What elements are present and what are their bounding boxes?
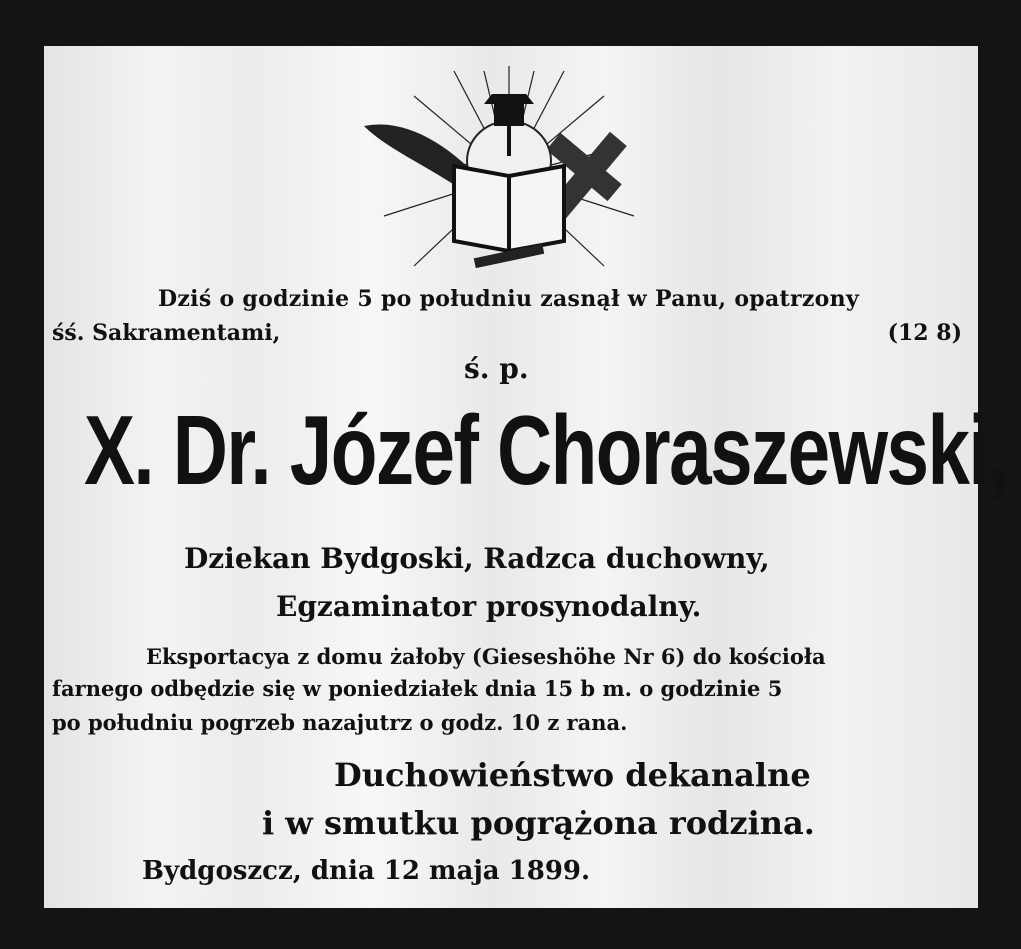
obituary-notice xyxy=(44,46,1008,908)
signature-line-2: i w smutku pogrążona rodzina. xyxy=(262,804,815,842)
title-line-1: Dziekan Bydgoski, Radzca duchowny, xyxy=(184,542,770,575)
title-line-2: Egzaminator prosynodalny. xyxy=(276,590,702,623)
intro-line-cont: śś. Sakramentami, xyxy=(52,320,281,346)
funeral-info-line-2: farnego odbędzie się w poniedziałek dnia 15 b m. o godzinie 5 xyxy=(52,676,783,701)
date-line: Bydgoszcz, dnia 12 maja 1899. xyxy=(142,856,591,886)
deceased-name: X. Dr. Józef Choraszewski, xyxy=(84,395,1008,505)
book-cross-quill-icon xyxy=(354,66,664,286)
funeral-info-line-1: Eksportacya z domu żałoby (Gieseshöhe Nr 6) do kościoła xyxy=(146,644,826,669)
notice-reference: (12 8) xyxy=(887,320,962,346)
funeral-info-line-3: po południu pogrzeb nazajutrz o godz. 10 z rana. xyxy=(52,710,628,735)
signature-line-1: Duchowieństwo dekanalne xyxy=(334,756,811,794)
sp-abbreviation: ś. p. xyxy=(464,352,529,385)
intro-line: Dziś o godzinie 5 po południu zasnął w Panu, opatrzony xyxy=(158,286,860,312)
